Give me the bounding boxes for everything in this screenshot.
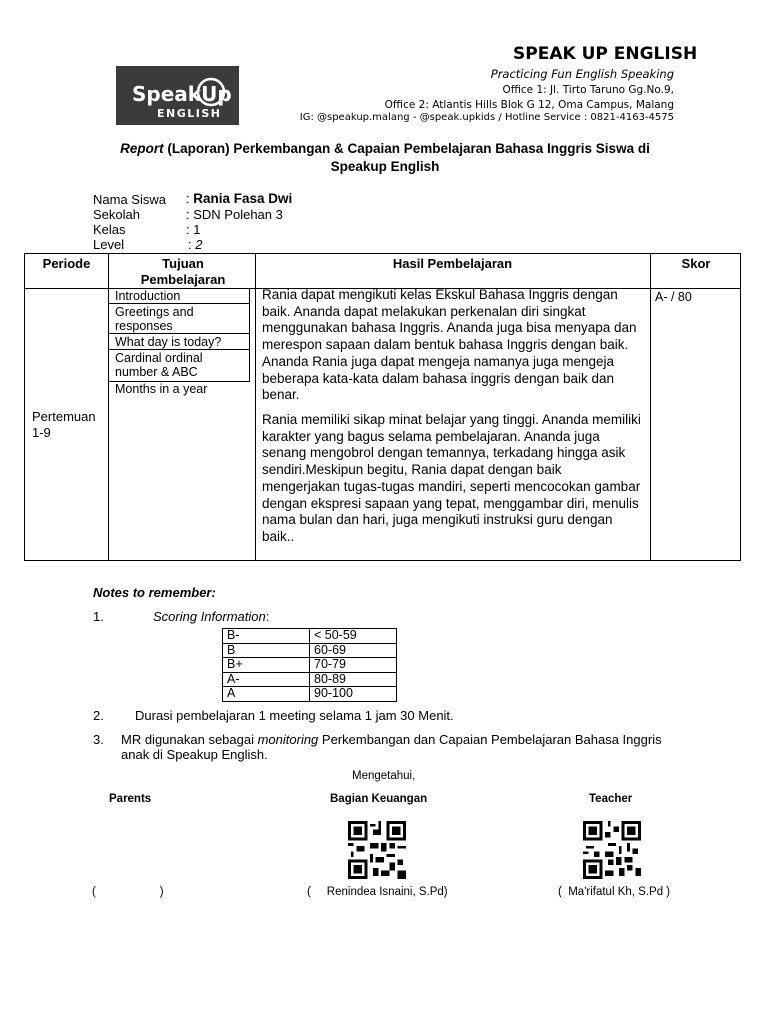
header-hasil: Hasil Pembelajaran [392,256,513,271]
header-periode: Periode [42,256,91,271]
parents-label: Parents [109,793,152,805]
school-label: Sekolah [93,207,140,222]
level-row: : 2 [188,237,203,252]
note-3-text [121,732,662,747]
keuangan-name: ( Renindea Isnaini, S.Pd) [307,886,448,898]
score-range: 90-100 [310,687,397,702]
score-grade: A [223,687,310,702]
brand-title: SPEAK UP ENGLISH [513,44,698,64]
header-skor: Skor [681,256,711,271]
score-grade: B- [223,629,310,644]
hasil-paragraph-2: Rania memiliki sikap minat belajar yang tinggi. Ananda memiliki karakter yang bagus selama pembelajaran. Ananda juga senang mengobrol dengan temannya, terkadang hingga asik sendiri.Meskipun begitu, Rania dapat dengan baik mengerjakan tugas-tugas mandiri, seperti mencocokan gambar dengan ekspresi sapaan yang tepat, menggambar diri, menulis nama bulan dan hari, juga mengikuti instruksi guru dengan baik.. [262,412,641,544]
score-range: 60-69 [310,643,397,658]
note-1-number: 1. [93,609,104,624]
teacher-label: Teacher [589,793,633,805]
scoring-table [222,628,397,702]
name-row: : Rania Fasa Dwi [186,191,293,206]
header-tujuan: Tujuan Pembelajaran [140,256,226,287]
speakup-logo [116,66,239,125]
class-label: Kelas [93,222,126,237]
notes-heading: Notes to remember: [93,585,216,600]
topic-what-day: What day is today? [115,335,222,349]
score-row [223,658,397,673]
note-3-italic: monitoring [257,732,319,747]
note-3-line2: anak di Speakup English. [121,747,268,762]
mengetahui-text: Mengetahui, [352,770,416,782]
score-row [223,687,397,702]
hasil-paragraph-1: Rania dapat mengikuti kelas Ekskul Bahasa Inggris dengan baik. Ananda dapat melakukan perkenalan diri singkat menggunakan bahasa Inggris. Ananda juga bisa menyapa dan merespon sapaan dalam bentuk bahasa Inggris dengan baik. Ananda Rania juga dapat mengeja namanya juga mengeja beberapa kata-kata dalam bahasa inggris dengan baik dan benar. [262,287,637,403]
topic-box-edge [249,288,250,382]
contact-line: IG: @speakup.malang - @speak.upkids / Hotline Service : 0821-4163-4575 [299,112,674,123]
col-divider [650,254,651,560]
name-label: Nama Siswa [93,192,166,207]
qr-code-keuangan [348,821,406,879]
score-grade: B+ [223,658,310,673]
topic-divider [108,333,249,334]
level-value: 2 [195,237,203,252]
teacher-name: ( Ma'rifatul Kh, S.Pd ) [558,886,671,898]
periode-value: Pertemuan 1-9 [32,409,96,440]
note-2-text: Durasi pembelajaran 1 meeting selama 1 jam 30 Menit. [135,708,454,723]
note-3-number: 3. [93,732,104,747]
score-grade: B [223,643,310,658]
report-title [60,140,710,176]
school-value: SDN Polehan 3 [193,207,283,222]
title-italic: Report [120,141,164,156]
class-value: 1 [193,222,201,237]
note-1-rest: : [265,609,270,624]
topic-divider [108,303,249,304]
note-2-number: 2. [93,708,104,723]
keuangan-label: Bagian Keuangan [330,793,428,805]
qr-code-teacher [583,821,641,879]
topic-greetings: Greetings and responses [115,305,194,333]
office-2: Office 2: Atlantis Hills Blok G 12, Oma Campus, Malang [384,99,674,111]
note-1-italic: Scoring Information [153,609,266,624]
note-3-pre: MR digunakan sebagai [121,732,258,747]
score-range: 80-89 [310,672,397,687]
logo-text-english: ENGLISH [157,107,222,120]
note-1-text [153,609,269,624]
tagline: Practicing Fun English Speaking [490,67,674,81]
score-grade: A- [223,672,310,687]
col-divider [255,254,256,560]
topic-divider [108,349,249,350]
score-row [223,629,397,644]
col-divider [108,254,109,560]
topic-months: Months in a year [115,382,208,396]
score-range: < 50-59 [310,629,397,644]
parents-name: ( ) [92,886,164,898]
title-line2: Speakup English [330,159,440,174]
level-label: Level [93,237,125,252]
score-row [223,643,397,658]
score-range: 70-79 [310,658,397,673]
score-row [223,672,397,687]
topic-cardinal: Cardinal ordinal number & ABC [115,351,203,379]
note-3-post: Perkembangan dan Capaian Pembelajaran Bahasa Inggris [318,732,662,747]
school-row: : SDN Polehan 3 [186,207,283,222]
class-row: : 1 [186,222,201,237]
office-1: Office 1: Jl. Tirto Taruno Gg.No.9, [502,84,674,96]
skor-value: A- / 80 [655,290,692,304]
logo-text-speakup: SpeakUp [132,82,232,106]
title-rest: (Laporan) Perkembangan & Capaian Pembelajaran Bahasa Inggris Siswa di [163,141,650,156]
name-value: Rania Fasa Dwi [193,191,293,206]
topic-introduction: Introduction [115,289,181,303]
